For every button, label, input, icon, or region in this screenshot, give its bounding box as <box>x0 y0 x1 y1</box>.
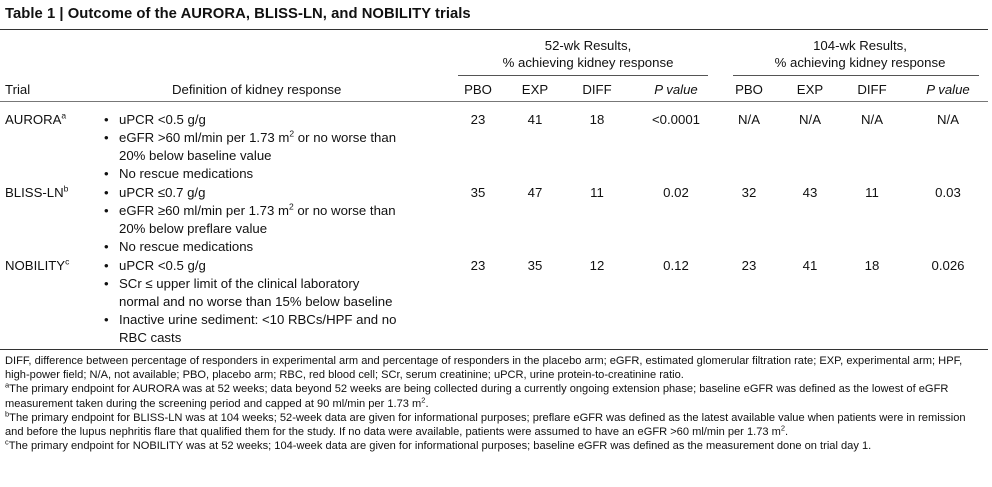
criteria-list <box>103 257 438 347</box>
col-header-pvalue-104: P value <box>926 82 970 97</box>
header-rule <box>0 101 988 102</box>
cell-pvalue-52: <0.0001 <box>651 112 701 127</box>
criteria-item: • No rescue medications <box>103 238 438 256</box>
cell-exp-52: 41 <box>527 112 543 127</box>
criteria-list <box>103 111 438 183</box>
cell-pbo-52: 35 <box>470 185 486 200</box>
criteria-item: • SCr ≤ upper limit of the clinical laboratory normal and no worse than 15% below baseline <box>103 275 438 311</box>
criteria-item: • uPCR <0.5 g/g <box>103 111 438 129</box>
col-header-trial: Trial <box>5 82 31 97</box>
cell-diff-104: 11 <box>865 185 879 200</box>
cell-exp-52: 35 <box>527 258 543 273</box>
criteria-item: • Inactive urine sediment: <10 RBCs/HPF and no RBC casts <box>103 311 438 347</box>
cell-pbo-104: N/A <box>738 112 760 127</box>
footnotes <box>5 354 983 453</box>
cell-exp-104: 41 <box>802 258 818 273</box>
criteria-item: • eGFR >60 ml/min per 1.73 $m^2$ or no worse than 20% below baseline value <box>103 129 438 165</box>
criteria-item: • No rescue medications <box>103 165 438 183</box>
cell-pvalue-104: 0.03 <box>935 185 961 200</box>
cell-pbo-104: 23 <box>741 258 757 273</box>
cell-pbo-52: 23 <box>470 112 486 127</box>
cell-pvalue-104: N/A <box>937 112 959 127</box>
footnote-c: $^c$The primary endpoint for NOBILITY was at 52 weeks; 104-week data are given for informational purposes; baseline eGFR was defined as the measurement done on trial day 1. <box>5 437 872 453</box>
col-header-pbo-104: PBO <box>735 82 763 97</box>
trial-name: AURORA$^a$ <box>5 110 67 127</box>
cell-diff-52: 12 <box>589 258 605 273</box>
cell-exp-52: 47 <box>527 185 543 200</box>
group-underline-104wk <box>733 75 979 76</box>
cell-pvalue-52: 0.02 <box>663 185 689 200</box>
cell-diff-52: 11 <box>590 185 604 200</box>
col-header-pvalue-52: P value <box>654 82 698 97</box>
cell-exp-104: N/A <box>799 112 821 127</box>
col-header-exp-52: EXP <box>521 82 549 97</box>
group-header-52wk <box>470 37 706 71</box>
footnote-b: $^b$The primary endpoint for BLISS-LN was at 104 weeks; 52-week data are given for informational purposes; preflare eGFR was defined as the latest available value when patients were in remission and before the lupus nephritis flare that qualified them for the study. If no data were available, patients were assumed to have an eGFR >60 ml/min per 1.73 $m^2$. <box>5 409 966 439</box>
group-header-104wk <box>744 37 976 71</box>
trial-name: BLISS-$LN^b$ <box>5 183 69 200</box>
col-header-diff-52: DIFF <box>582 82 612 97</box>
cell-diff-52: 18 <box>589 112 605 127</box>
group-104-line2: % achieving kidney response <box>774 55 946 70</box>
cell-pvalue-104: 0.026 <box>931 258 965 273</box>
criteria-list <box>103 184 438 256</box>
cell-pbo-52: 23 <box>470 258 486 273</box>
group-52-line1: 52-wk Results, <box>544 38 632 53</box>
criteria-item: • uPCR <0.5 g/g <box>103 257 438 275</box>
footnote-abbreviations: DIFF, difference between percentage of responders in experimental arm and percentage of responders in the placebo arm; eGFR, estimated glomerular filtration rate; EXP, experimental arm; HPF, high-power field; N/A, not available; PBO, placebo arm; RBC, red blood cell; SCr, serum creatinine; uPCR, urine protein-to-creatinine ratio. <box>5 355 963 382</box>
footnote-a: $^a$The primary endpoint for AURORA was at 52 weeks; data beyond 52 weeks are being collected during a currently ongoing extension phase; baseline eGFR was defined as the lowest of eGFR measurement taken during the screening period and capped at 90 ml/min per 1.73 $m^2$. <box>5 380 949 410</box>
top-rule <box>0 29 988 30</box>
cell-pvalue-52: 0.12 <box>663 258 689 273</box>
table-title: Table 1 | Outcome of the AURORA, BLISS-LN, and NOBILITY trials <box>5 6 471 22</box>
cell-diff-104: N/A <box>861 112 883 127</box>
criteria-item: • uPCR ≤0.7 g/g <box>103 184 438 202</box>
col-header-definition: Definition of kidney response <box>172 82 342 97</box>
group-104-line1: 104-wk Results, <box>813 38 907 53</box>
group-52-line2: % achieving kidney response <box>502 55 674 70</box>
cell-exp-104: 43 <box>802 185 818 200</box>
col-header-exp-104: EXP <box>796 82 824 97</box>
col-header-pbo-52: PBO <box>464 82 492 97</box>
bottom-rule <box>0 349 988 350</box>
cell-pbo-104: 32 <box>741 185 757 200</box>
col-header-diff-104: DIFF <box>857 82 887 97</box>
trial-name: NOBILITY$^c$ <box>5 256 70 273</box>
cell-diff-104: 18 <box>864 258 880 273</box>
criteria-item: • eGFR ≥60 ml/min per 1.73 $m^2$ or no worse than 20% below preflare value <box>103 202 438 238</box>
group-underline-52wk <box>458 75 708 76</box>
